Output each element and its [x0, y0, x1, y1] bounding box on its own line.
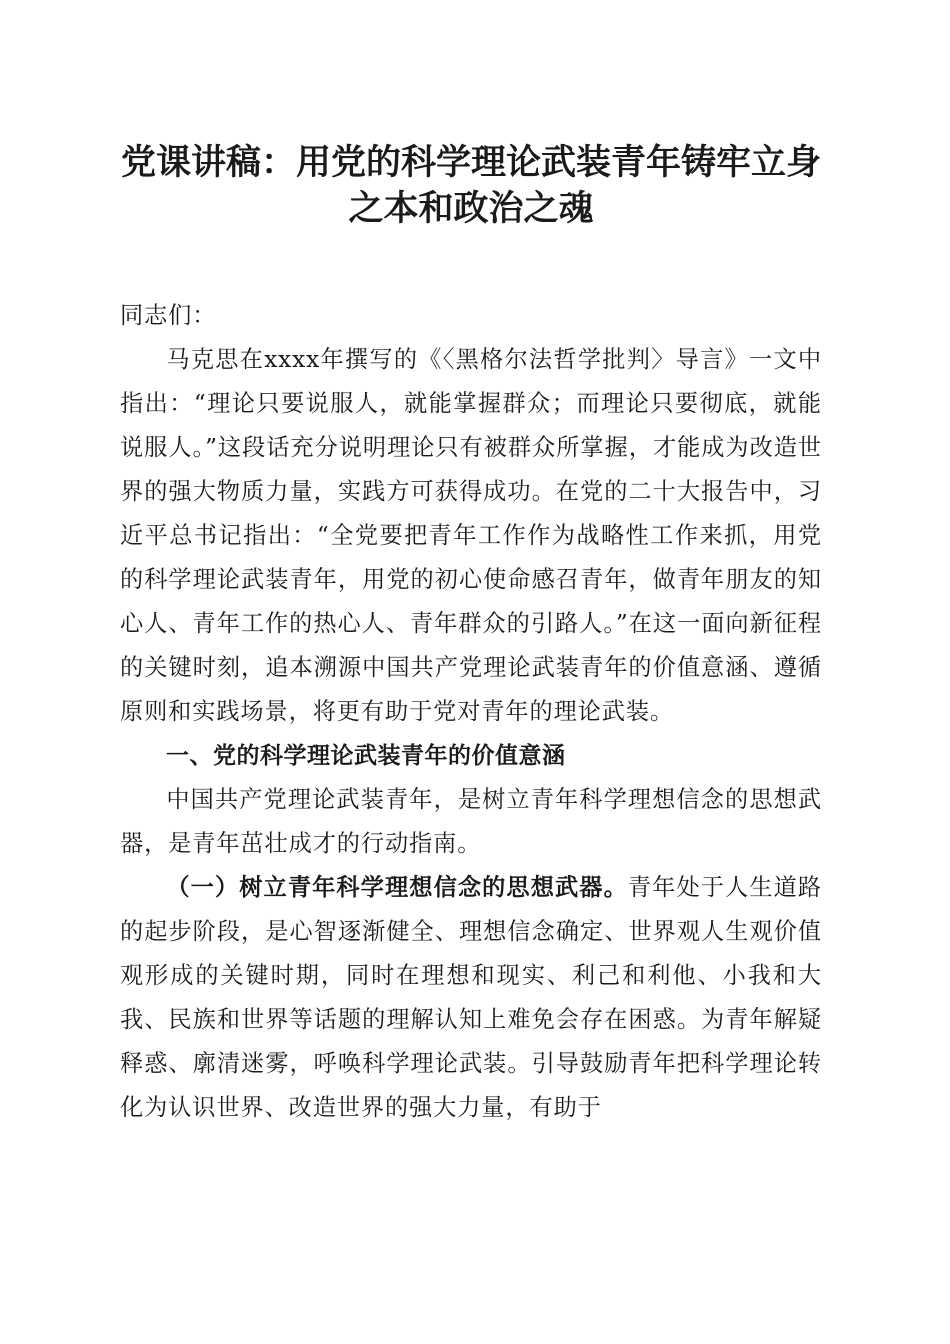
- subsection-heading-1: （一）树立青年科学理想信念的思想武器。: [166, 874, 628, 901]
- document-title: [120, 140, 822, 232]
- salutation: 同志们：: [120, 302, 217, 329]
- title-line-2: 之本和政治之魂: [348, 188, 594, 229]
- subsection-1-text: 青年处于人生道路的起步阶段，是心智逐渐健全、理想信念确定、世界观人生观价值观形成的关键时期，同时在理想和现实、利己和利他、小我和大我、民族和世界等话题的理解认知上难免会存在困惑。为青年解疑释惑、廓清迷雾，呼唤科学理论武装。引导鼓励青年把科学理论转化为认识世界、改造世界的强大力量，有助于: [120, 874, 822, 1121]
- title-line-1: 党课讲稿：用党的科学理论武装青年铸牢立身: [120, 142, 821, 183]
- paragraph-section-1: 中国共产党理论武装青年，是树立青年科学理想信念的思想武器，是青年茁壮成才的行动指南。: [120, 786, 822, 857]
- section-heading-1: 一、党的科学理论武装青年的价值意涵: [166, 743, 566, 769]
- paragraph-subsection-1: [120, 866, 822, 1130]
- paragraph-intro: 马克思在xxxx年撰写的《〈黑格尔法哲学批判〉导言》一文中指出：“理论只要说服人，就能掌握群众；而理论只要彻底，就能说服人。”这段话充分说明理论只有被群众所掌握，才能成为改造世界的强大物质力量，实践方可获得成功。在党的二十大报告中，习近平总书记指出：“全党要把青年工作作为战略性工作来抓，用党的科学理论武装青年，用党的初心使命感召青年，做青年朋友的知心人、青年工作的热心人、青年群众的引路人。”在这一面向新征程的关键时刻，追本溯源中国共产党理论武装青年的价值意涵、遵循原则和实践场景，将更有助于党对青年的理论武装。: [120, 346, 822, 725]
